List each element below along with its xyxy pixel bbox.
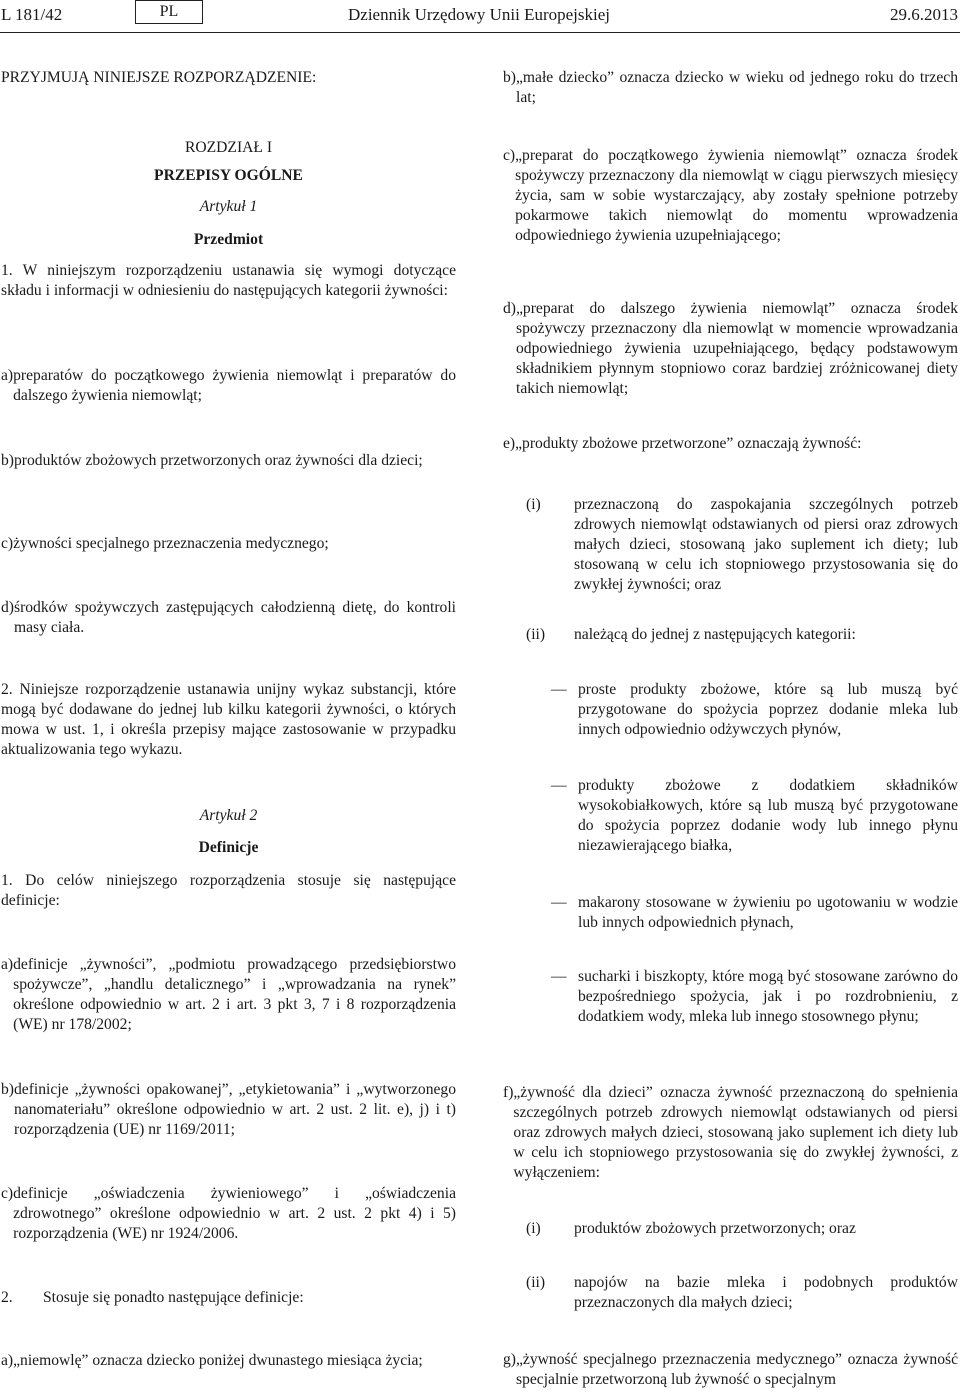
article-2-paragraph-1: 1. Do celów niniejszego rozporządzenia stosuje się następujące definicje: — [1, 872, 456, 909]
definition-f — [503, 1083, 958, 1183]
item-label: b) — [1, 452, 14, 469]
definition-e-i — [503, 495, 958, 595]
item-text: „preparat do dalszego żywienia niemowląt” oznacza środek spożywczy przeznaczony dla niemowląt w momencie wprowadzania odpowiedniego żywienia uzupełniającego, będący podstawowym składnikiem płynnym stopniowo coraz bardziej zróżnicowanej diety takich niemowląt; — [516, 300, 958, 397]
list-item — [503, 680, 958, 740]
item-text: „niemowlę” oznacza dziecko poniżej dwunastego miesiąca życia; — [13, 1352, 423, 1369]
item-label: c) — [503, 147, 516, 164]
list-item — [1, 534, 456, 554]
article-1-paragraph-2: 2. Niniejsze rozporządzenie ustanawia unijny wykaz substancji, które mogą być dodawane do jednej lub kilku kategorii żywności, o których mowa w ust. 1, i określa przepisy mające zastosowanie w przypadku aktualizowania tego wykazu. — [1, 681, 456, 758]
dash-marker: — — [551, 968, 567, 985]
item-label: d) — [1, 599, 14, 616]
item-text: „produkty zbożowe przetworzone” oznaczają żywność: — [515, 435, 862, 452]
item-label: g) — [503, 1351, 516, 1368]
item-text: napojów na bazie mleka i podobnych produktów przeznaczonych dla małych dzieci; — [574, 1274, 958, 1311]
article-2-paragraph-2 — [1, 1288, 456, 1308]
item-label: (ii) — [526, 626, 546, 643]
article-1-number: Artykuł 1 — [199, 198, 258, 215]
item-label: b) — [1, 1081, 14, 1098]
item-label: (ii) — [526, 1274, 546, 1291]
list-item — [503, 967, 958, 1027]
paragraph-text: Stosuje się ponadto następujące definicje: — [43, 1289, 304, 1306]
item-text: „małe dziecko” oznacza dziecko w wieku od jednego roku do trzech lat; — [516, 69, 958, 106]
definition-c — [503, 146, 958, 246]
header-rule — [0, 32, 960, 33]
journal-name: Dziennik Urzędowy Unii Europejskiej — [348, 5, 611, 24]
paragraph-label: 2. — [1, 1289, 13, 1306]
item-label: a) — [1, 1352, 14, 1369]
item-text: produktów zbożowych przetworzonych oraz żywności dla dzieci; — [14, 452, 423, 469]
item-label: (i) — [526, 1220, 541, 1237]
item-label: a) — [1, 956, 14, 973]
item-label: e) — [503, 435, 516, 452]
article-2-title: Definicje — [198, 839, 259, 856]
list-item — [1, 1184, 456, 1244]
publication-date: 29.6.2013 — [890, 5, 958, 24]
list-item — [503, 893, 958, 933]
item-label: d) — [503, 300, 516, 317]
item-text: „preparat do początkowego żywienia niemowląt” oznacza środek spożywczy przeznaczony dla niemowląt w ciągu pierwszych miesięcy życia, sam w sobie wystarczający, aby zostały spełnione potrzeby pokarmowe takich niemowląt do momentu wprowadzenia odpowiedniego żywienia uzupełniającego; — [515, 147, 958, 244]
definition-f-i — [503, 1219, 958, 1239]
list-item — [1, 1351, 456, 1371]
item-text: sucharki i biszkopty, które mogą być stosowane zarówno do bezpośredniego spożycia, jak i po rozdrobnieniu, z dodatkiem wody, mleka lub innego stosownego płynu; — [578, 968, 958, 1025]
item-text: środków spożywczych zastępujących całodzienną dietę, do kontroli masy ciała. — [14, 599, 456, 636]
dash-marker: — — [551, 777, 567, 794]
definition-e — [503, 434, 958, 454]
item-text: produkty zbożowe z dodatkiem składników wysokobiałkowych, które są lub muszą być przygotowane do spożycia poprzez dodanie wody lub innego płynu niezawierającego białka, — [578, 777, 958, 854]
item-label: f) — [503, 1084, 514, 1101]
article-1-paragraph-1: 1. W niniejszym rozporządzeniu ustanawia się wymogi dotyczące składu i informacji w odniesieniu do następujących kategorii żywności: — [1, 262, 456, 299]
list-item — [1, 955, 456, 1035]
dash-marker: — — [551, 681, 567, 698]
item-label: a) — [1, 367, 14, 384]
list-item — [1, 598, 456, 638]
item-text: produktów zbożowych przetworzonych; oraz — [574, 1220, 856, 1237]
item-text: definicje „żywności opakowanej”, „etykietowania” i „wytworzonego nanomateriału” określone odpowiednio w art. 2 ust. 2 lit. e), j) i t) rozporządzenia (UE) nr 1169/2011; — [14, 1081, 456, 1138]
item-text: definicje „żywności”, „podmiotu prowadzącego przedsiębiorstwo spożywcze”, „handlu detalicznego” i „wprowadzania na rynek” określone odpowiednio w art. 2 i art. 3 pkt 3, 7 i 8 rozporządzenia (WE) nr 178/2002; — [13, 956, 456, 1033]
item-text: żywności specjalnego przeznaczenia medycznego; — [13, 535, 329, 552]
journal-id: L 181/42 — [1, 5, 63, 24]
item-text: „żywność specjalnego przeznaczenia medycznego” oznacza żywność specjalnie przetworzoną lub żywność o specjalnym — [516, 1351, 958, 1388]
adoption-formula: PRZYJMUJĄ NINIEJSZE ROZPORZĄDZENIE: — [1, 69, 317, 86]
item-label: c) — [1, 1185, 14, 1202]
chapter-number: ROZDZIAŁ I — [184, 139, 273, 156]
item-label: (i) — [526, 496, 541, 513]
item-label: c) — [1, 535, 14, 552]
item-text: przeznaczoną do zaspokajania szczególnych potrzeb zdrowych niemowląt odstawianych od piersi oraz zdrowych małych dzieci, stosowaną jako suplement ich diety; lub stosowaną w celu ich stopniowego przystosowania się do zwykłej żywności; oraz — [574, 496, 958, 593]
item-text: należącą do jednej z następujących kategorii: — [574, 626, 856, 643]
item-text: makarony stosowane w żywieniu po ugotowaniu w wodzie lub innych odpowiednich płynach, — [578, 894, 958, 931]
definition-g — [503, 1350, 958, 1390]
chapter-title: PRZEPISY OGÓLNE — [154, 167, 303, 184]
definition-e-ii — [503, 625, 958, 645]
language-badge: PL — [135, 0, 203, 24]
definition-b — [503, 68, 958, 108]
article-2-number: Artykuł 2 — [199, 807, 258, 824]
item-text: „żywność dla dzieci” oznacza żywność przeznaczoną do spełnienia szczególnych potrzeb zdrowych niemowląt odstawianych od piersi oraz zdrowych małych dzieci, stosowaną jako suplement ich diety lub w celu ich stopniowego przystosowania się do zwykłej żywności, z wyłączeniem: — [513, 1084, 958, 1181]
page-header — [0, 0, 960, 32]
definition-d — [503, 299, 958, 399]
article-1-title: Przedmiot — [193, 231, 264, 248]
list-item — [503, 776, 958, 856]
dash-marker: — — [551, 894, 567, 911]
definition-f-ii — [503, 1273, 958, 1313]
item-text: definicje „oświadczenia żywieniowego” i „oświadczenia zdrowotnego” określone odpowiednio w art. 2 ust. 2 pkt 4) i 5) rozporządzenia (WE) nr 1924/2006. — [13, 1185, 456, 1242]
list-item — [1, 366, 456, 406]
item-text: proste produkty zbożowe, które są lub muszą być przygotowane do spożycia poprzez dodanie mleka lub innych odpowiednio odżywczych płynów, — [578, 681, 958, 738]
item-label: b) — [503, 69, 516, 86]
item-text: preparatów do początkowego żywienia niemowląt i preparatów do dalszego żywienia niemowląt; — [13, 367, 456, 404]
list-item — [1, 451, 456, 471]
list-item — [1, 1080, 456, 1140]
